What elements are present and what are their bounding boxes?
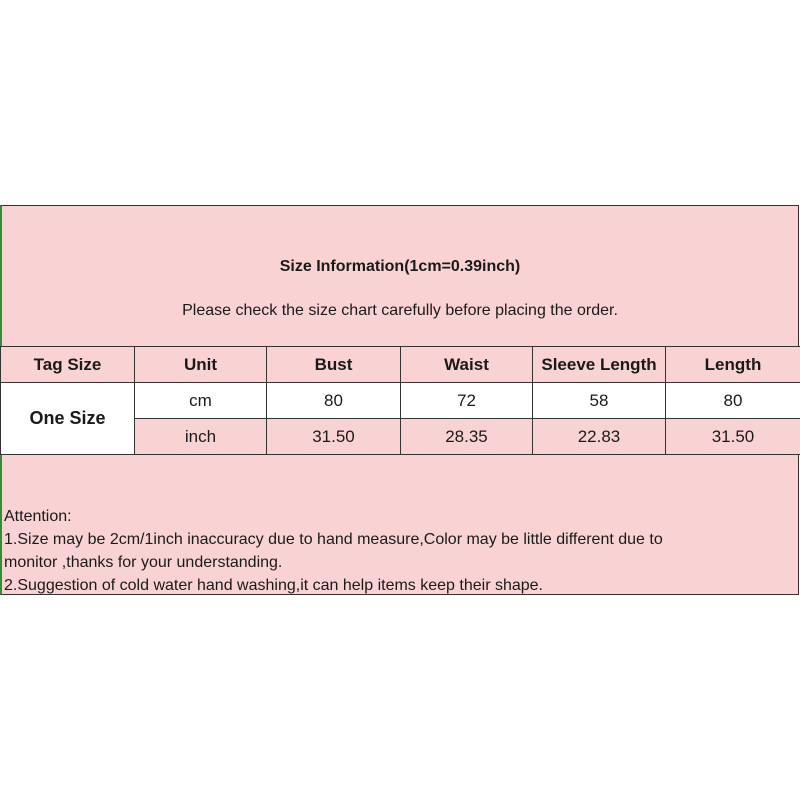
unit-cell: inch <box>135 419 267 455</box>
attention-line: 2.Suggestion of cold water hand washing,it can help items keep their shape. <box>4 577 543 594</box>
header-sleeve-length: Sleeve Length <box>533 347 666 383</box>
header-bust: Bust <box>267 347 401 383</box>
tag-size-value: One Size <box>1 383 135 455</box>
waist-cell: 28.35 <box>401 419 533 455</box>
sleeve-cell: 22.83 <box>533 419 666 455</box>
bust-cell: 31.50 <box>267 419 401 455</box>
size-chart-table <box>0 346 800 455</box>
table-header-row <box>1 347 800 383</box>
waist-cell: 72 <box>401 383 533 419</box>
table-row <box>1 383 800 419</box>
length-cell: 31.50 <box>666 419 800 455</box>
length-cell: 80 <box>666 383 800 419</box>
size-info-title: Size Information(1cm=0.39inch) <box>279 258 521 275</box>
header-waist: Waist <box>401 347 533 383</box>
attention-heading: Attention: <box>4 508 72 525</box>
header-length: Length <box>666 347 800 383</box>
header-tag-size: Tag Size <box>1 347 135 383</box>
bust-cell: 80 <box>267 383 401 419</box>
size-info-subtitle: Please check the size chart carefully before placing the order. <box>182 302 618 319</box>
attention-line: monitor ,thanks for your understanding. <box>4 554 283 571</box>
sleeve-cell: 58 <box>533 383 666 419</box>
attention-line: 1.Size may be 2cm/1inch inaccuracy due to hand measure,Color may be little different due to <box>4 531 663 548</box>
unit-cell: cm <box>135 383 267 419</box>
header-unit: Unit <box>135 347 267 383</box>
attention-notes <box>4 505 794 597</box>
